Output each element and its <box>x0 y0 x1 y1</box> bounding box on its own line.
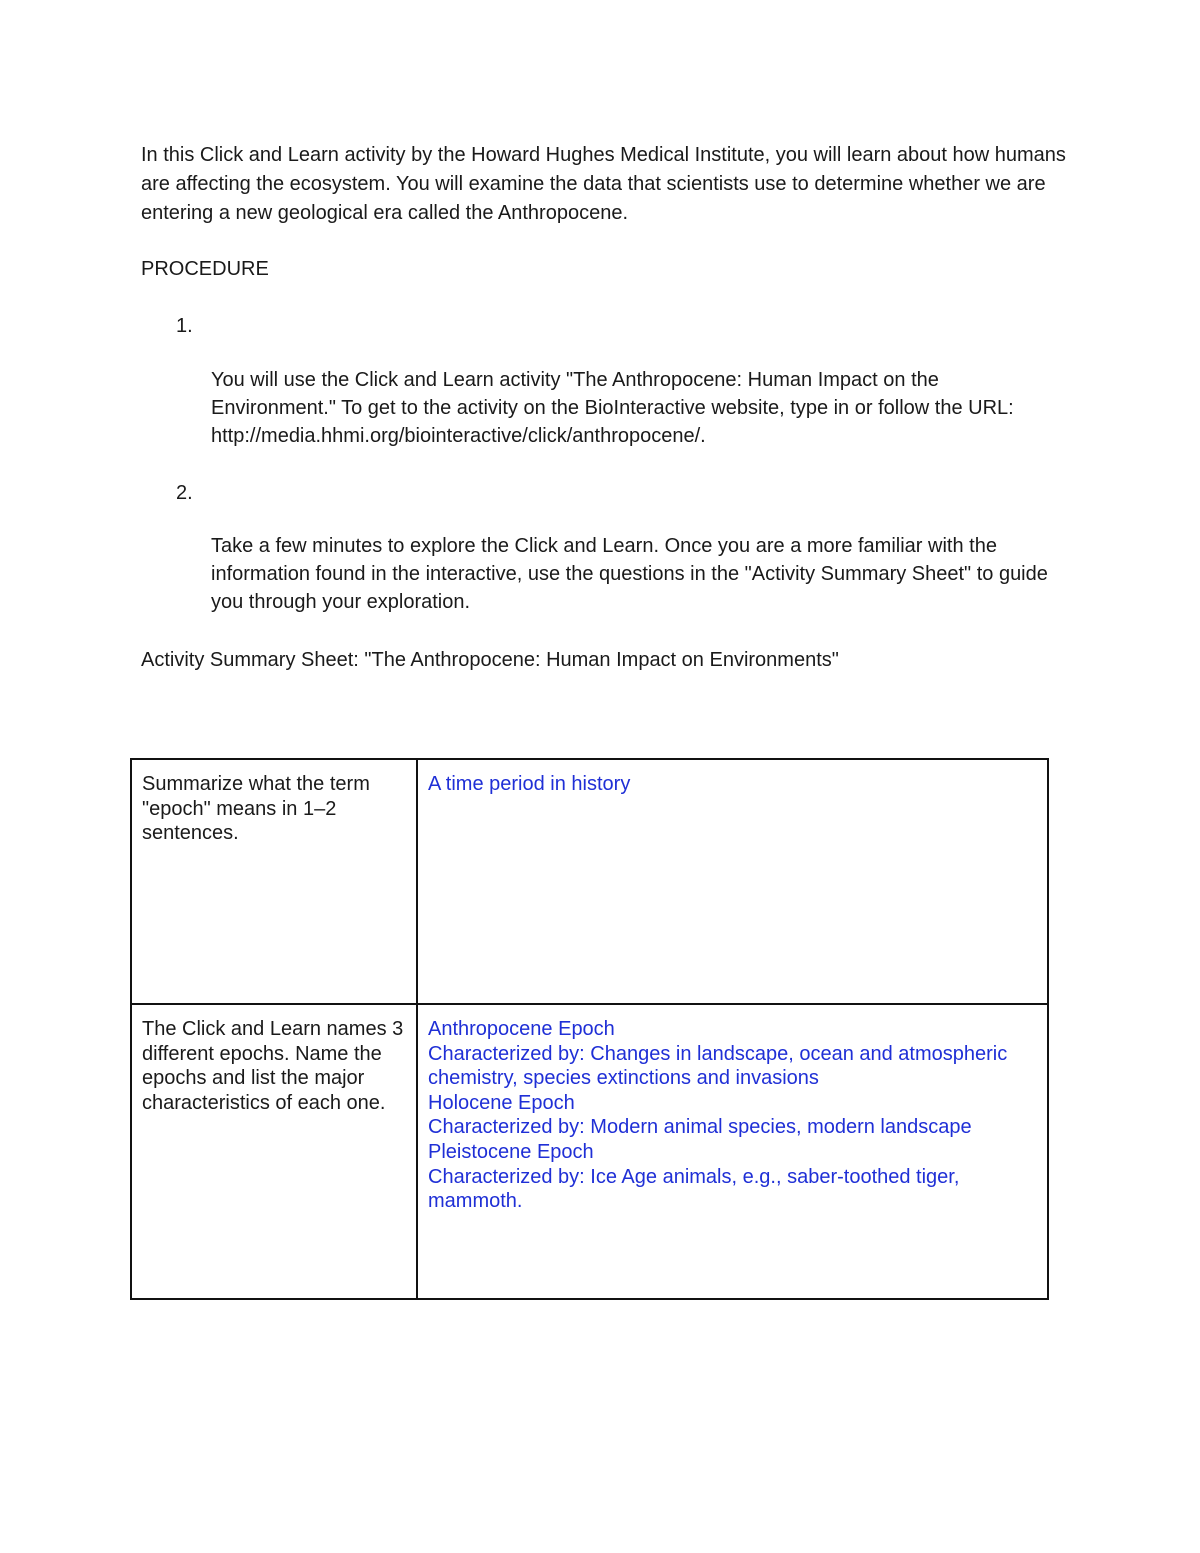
activity-summary-table <box>130 758 1049 1300</box>
answer-line-pleistocene-title: Pleistocene Epoch <box>428 1140 594 1163</box>
activity-summary-title: Activity Summary Sheet: "The Anthropocene: Human Impact on Environments" <box>141 649 839 671</box>
answer-line-anthropocene-traits: Characterized by: Changes in landscape, ocean and atmospheric chemistry, species extinctions and invasions <box>428 1042 1008 1090</box>
answer-line-anthropocene-title: Anthropocene Epoch <box>428 1018 615 1040</box>
answer-line-pleistocene-traits: Characterized by: Ice Age animals, e.g., saber-toothed tiger, mammoth. <box>428 1165 960 1213</box>
answer-cell-three-epochs <box>417 1004 1048 1299</box>
intro-paragraph: In this Click and Learn activity by the Howard Hughes Medical Institute, you will learn about how humans are affecting the ecosystem. You will examine the data that scientists use to determine whether we are entering a new geological era called the Anthropocene. <box>141 144 1066 224</box>
answer-cell-epoch-definition <box>417 759 1048 1004</box>
step-1-number: 1. <box>176 315 193 337</box>
procedure-heading: PROCEDURE <box>141 258 269 280</box>
question-cell-three-epochs: The Click and Learn names 3 different epochs. Name the epochs and list the major characteristics of each one. <box>131 1004 417 1299</box>
table-row <box>131 1004 1048 1299</box>
answer-line: A time period in history <box>428 773 631 795</box>
step-1-text: You will use the Click and Learn activity "The Anthropocene: Human Impact on the Environment." To get to the activity on the BioInteractive website, type in or follow the URL: http://media.hhmi.org/biointeractive/click/anthropocene/. <box>211 369 1014 447</box>
answer-line-holocene-traits: Characterized by: Modern animal species, modern landscape <box>428 1116 972 1139</box>
step-2-text: Take a few minutes to explore the Click and Learn. Once you are a more familiar with the information found in the interactive, use the questions in the "Activity Summary Sheet" to guide you through your exploration. <box>211 535 1048 613</box>
answer-line-holocene-title: Holocene Epoch <box>428 1091 575 1114</box>
table-row <box>131 759 1048 1004</box>
step-2-number: 2. <box>176 482 193 504</box>
question-cell-epoch-definition: Summarize what the term "epoch" means in 1–2 sentences. <box>131 759 417 1004</box>
